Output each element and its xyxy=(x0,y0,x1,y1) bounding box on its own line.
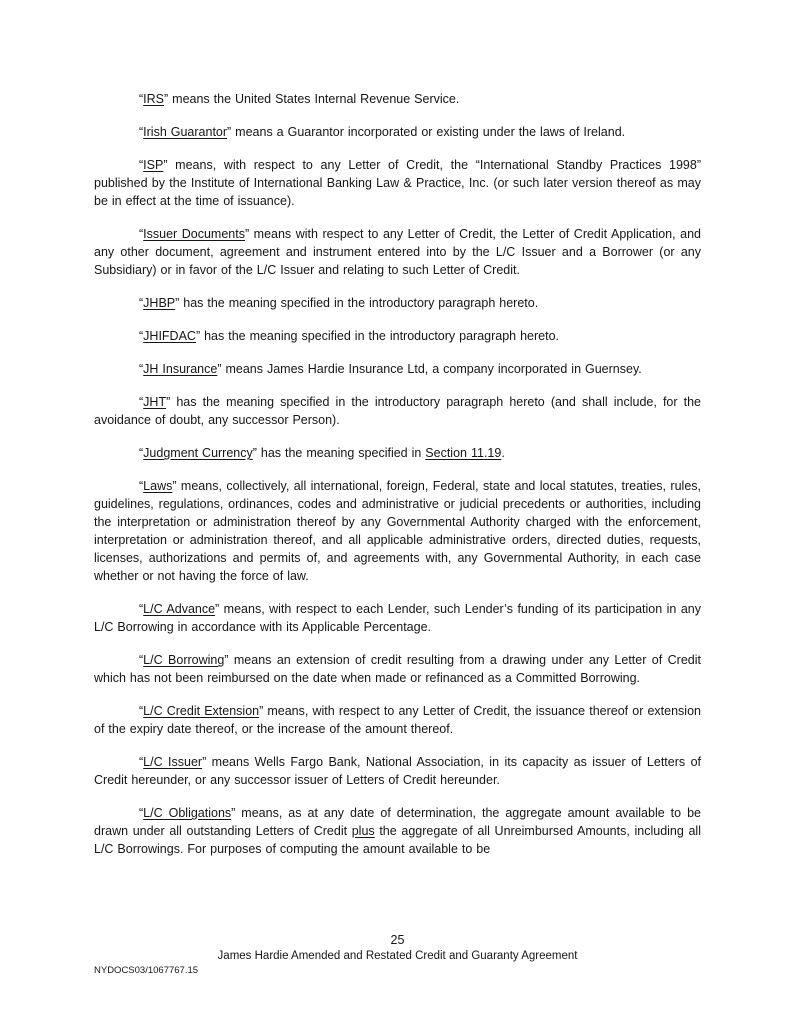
definition-jht xyxy=(94,393,701,429)
definition-text: “ xyxy=(139,125,144,139)
defined-term: JHIFDAC xyxy=(143,329,196,343)
definition-text: ” has the meaning specified in the introductory paragraph hereto. xyxy=(175,296,539,310)
definition-text: “ xyxy=(139,755,144,769)
defined-term: Section 11.19 xyxy=(425,446,502,460)
definition-text: “ xyxy=(139,479,144,493)
defined-term: Issuer Documents xyxy=(143,227,245,241)
defined-term: JHT xyxy=(143,395,167,409)
definition-issuer-documents xyxy=(94,225,701,279)
definition-text: ” means an extension of credit resulting from a drawing under any Letter of Credit which has not been reimbursed on the date when made or refinanced as a Committed Borrowing. xyxy=(94,653,701,685)
definition-text: “ xyxy=(139,296,144,310)
definition-text: “ xyxy=(139,446,144,460)
defined-term: JH Insurance xyxy=(143,362,218,376)
definition-text: “ xyxy=(139,227,144,241)
definition-text: ” means, with respect to any Letter of Credit, the issuance thereof or extension of the expiry date thereof, or the increase of the amount thereof. xyxy=(94,704,701,736)
page-number: 25 xyxy=(390,933,405,947)
definition-text: ” means, as at any date of determination, the aggregate amount available to be drawn under all outstanding Letters of Credit xyxy=(94,806,701,838)
definition-text: “ xyxy=(139,806,144,820)
definition-text: ” means the United States Internal Revenue Service. xyxy=(164,92,460,106)
definition-text: ” has the meaning specified in the introductory paragraph hereto (and shall include, for the avoidance of doubt, any successor Person). xyxy=(94,395,701,427)
definition-text: ” means James Hardie Insurance Ltd, a company incorporated in Guernsey. xyxy=(217,362,642,376)
definition-judgment-currency xyxy=(94,444,701,462)
definition-lc-issuer xyxy=(94,753,701,789)
definition-text: “ xyxy=(139,602,144,616)
definition-text: “ xyxy=(139,704,144,718)
defined-term: L/C Credit Extension xyxy=(143,704,260,718)
definition-text: ” means with respect to any Letter of Credit, the Letter of Credit Application, and any other document, agreement and instrument entered into by the L/C Issuer and a Borrower (or any Subsidiary) or in favor of the L/C Issuer and relating to such Letter of Credit. xyxy=(94,227,701,277)
defined-term: plus xyxy=(351,824,375,838)
definition-text: “ xyxy=(139,395,144,409)
defined-term: Judgment Currency xyxy=(143,446,253,460)
definition-jhifdac xyxy=(94,327,701,345)
page-footer xyxy=(94,931,701,977)
defined-term: IRS xyxy=(143,92,165,106)
defined-term: Irish Guarantor xyxy=(143,125,228,139)
definition-text: ” means a Guarantor incorporated or existing under the laws of Ireland. xyxy=(227,125,626,139)
definition-lc-borrowing xyxy=(94,651,701,687)
definition-text: “ xyxy=(139,653,144,667)
definition-irs xyxy=(94,90,701,108)
footer-document-title: James Hardie Amended and Restated Credit and Guaranty Agreement xyxy=(217,950,578,962)
definition-text: ” has the meaning specified in the introductory paragraph hereto. xyxy=(195,329,560,343)
definition-text: the aggregate of all Unreimbursed Amounts, including all L/C Borrowings. For purposes of computing the amount available to be xyxy=(94,824,701,856)
definition-text: . xyxy=(501,446,505,460)
definition-jhbp xyxy=(94,294,701,312)
defined-term: Laws xyxy=(143,479,173,493)
document-body xyxy=(94,90,701,858)
defined-term: JHBP xyxy=(143,296,176,310)
defined-term: ISP xyxy=(143,158,164,172)
defined-term: L/C Issuer xyxy=(143,755,203,769)
definition-text: ” means Wells Fargo Bank, National Association, in its capacity as issuer of Letters of Credit hereunder, or any successor issuer of Letters of Credit hereunder. xyxy=(94,755,701,787)
defined-term: L/C Obligations xyxy=(143,806,232,820)
defined-term: L/C Advance xyxy=(143,602,216,616)
definition-text: “ xyxy=(139,362,144,376)
definition-text: “ xyxy=(139,329,144,343)
definition-text: ” means, with respect to each Lender, such Lender’s funding of its participation in any L/C Borrowing in accordance with its Applicable Percentage. xyxy=(94,602,701,634)
document-reference-number: NYDOCS03/1067767.15 xyxy=(94,965,199,976)
definition-irish-guarantor xyxy=(94,123,701,141)
definition-text: ” means, collectively, all international, foreign, Federal, state and local statutes, treaties, rules, guidelines, regulations, ordinances, codes and administrative or judicial precedents or authorities, including the interpretation or administration thereof by any Governmental Authority charged with the enforcement, interpretation or administration thereof, and all applicable administrative orders, directed duties, requests, licenses, authorizations and permits of, and agreements with, any Governmental Authority, in each case whether or not having the force of law. xyxy=(94,479,701,583)
definition-text: ” has the meaning specified in xyxy=(252,446,426,460)
defined-term: L/C Borrowing xyxy=(143,653,225,667)
definition-lc-credit-extension xyxy=(94,702,701,738)
definition-lc-advance xyxy=(94,600,701,636)
definition-jh-insurance xyxy=(94,360,701,378)
definition-text: “ xyxy=(139,158,144,172)
definition-isp xyxy=(94,156,701,210)
definition-text: ” means, with respect to any Letter of Credit, the “International Standby Practices 1998” published by the Institute of International Banking Law & Practice, Inc. (or such later version thereof as may be in effect at the time of issuance). xyxy=(94,158,701,208)
definition-text: “ xyxy=(139,92,144,106)
definition-lc-obligations xyxy=(94,804,701,858)
definition-laws xyxy=(94,477,701,585)
